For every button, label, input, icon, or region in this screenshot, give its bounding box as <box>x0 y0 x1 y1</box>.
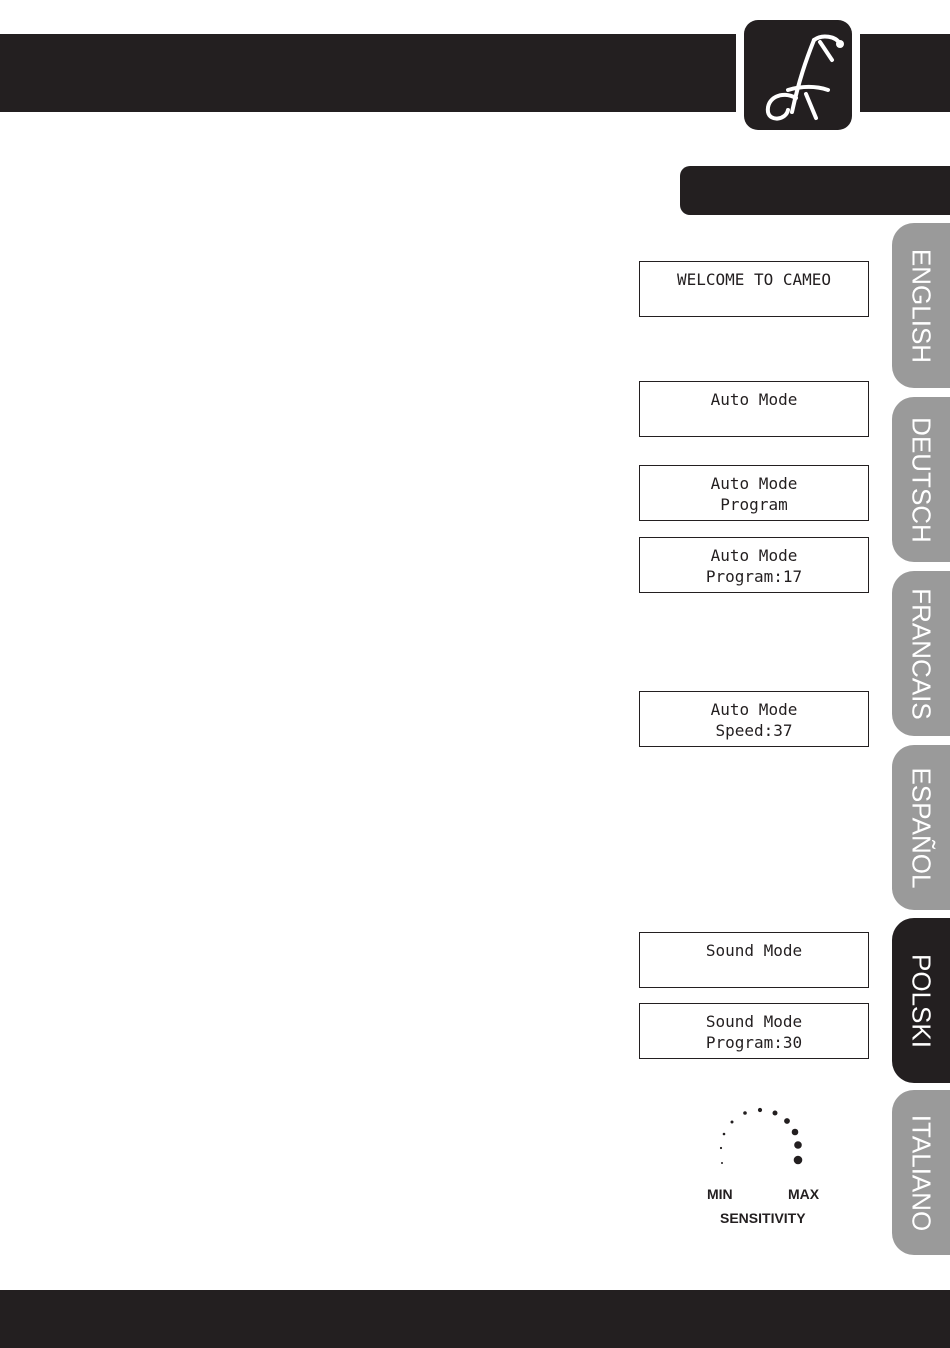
tab-language-english[interactable] <box>892 223 950 388</box>
lcd-display-welcome <box>639 261 869 317</box>
tab-label: ITALIANO <box>906 1114 937 1231</box>
lcd-display-auto-program <box>639 465 869 521</box>
tab-language-italiano[interactable] <box>892 1090 950 1255</box>
tab-language-polski[interactable] <box>892 918 950 1083</box>
sensitivity-dial <box>700 1100 830 1240</box>
lcd-line-2: Program:30 <box>705 1033 803 1052</box>
sensitivity-min-label: MIN <box>707 1186 733 1202</box>
lcd-line-1: Sound Mode <box>705 941 803 960</box>
tab-language-deutsch[interactable] <box>892 397 950 562</box>
sensitivity-dots-icon <box>700 1100 830 1190</box>
lcd-line-2: Speed:37 <box>715 721 793 740</box>
sensitivity-title: SENSITIVITY <box>720 1210 806 1226</box>
tab-label: POLSKI <box>906 953 937 1048</box>
tab-label: DEUTSCH <box>906 416 937 543</box>
tab-label: ENGLISH <box>906 248 937 363</box>
lcd-display-sound-program <box>639 1003 869 1059</box>
section-header-tab <box>680 166 950 215</box>
lcd-line-1: WELCOME TO CAMEO <box>676 270 832 289</box>
lcd-line-1: Auto Mode <box>710 700 798 719</box>
lcd-line-1: Auto Mode <box>710 474 798 493</box>
lcd-display-auto-speed <box>639 691 869 747</box>
tab-language-espanol[interactable] <box>892 745 950 910</box>
cameo-logo-icon <box>744 20 852 130</box>
lcd-display-sound-mode <box>639 932 869 988</box>
tab-label: ESPAÑOL <box>906 767 937 888</box>
lcd-display-auto-program-number <box>639 537 869 593</box>
lcd-display-auto-mode <box>639 381 869 437</box>
lcd-line-2: Program:17 <box>705 567 803 586</box>
lcd-line-2: Program <box>720 495 788 514</box>
tab-label: FRANCAIS <box>906 587 937 720</box>
sensitivity-max-label: MAX <box>788 1186 820 1202</box>
lcd-line-1: Sound Mode <box>705 1012 803 1031</box>
lcd-line-1: Auto Mode <box>710 390 798 409</box>
tab-language-francais[interactable] <box>892 571 950 736</box>
footer-bar <box>0 1290 950 1348</box>
lcd-line-1: Auto Mode <box>710 546 798 565</box>
logo-container <box>736 14 860 138</box>
